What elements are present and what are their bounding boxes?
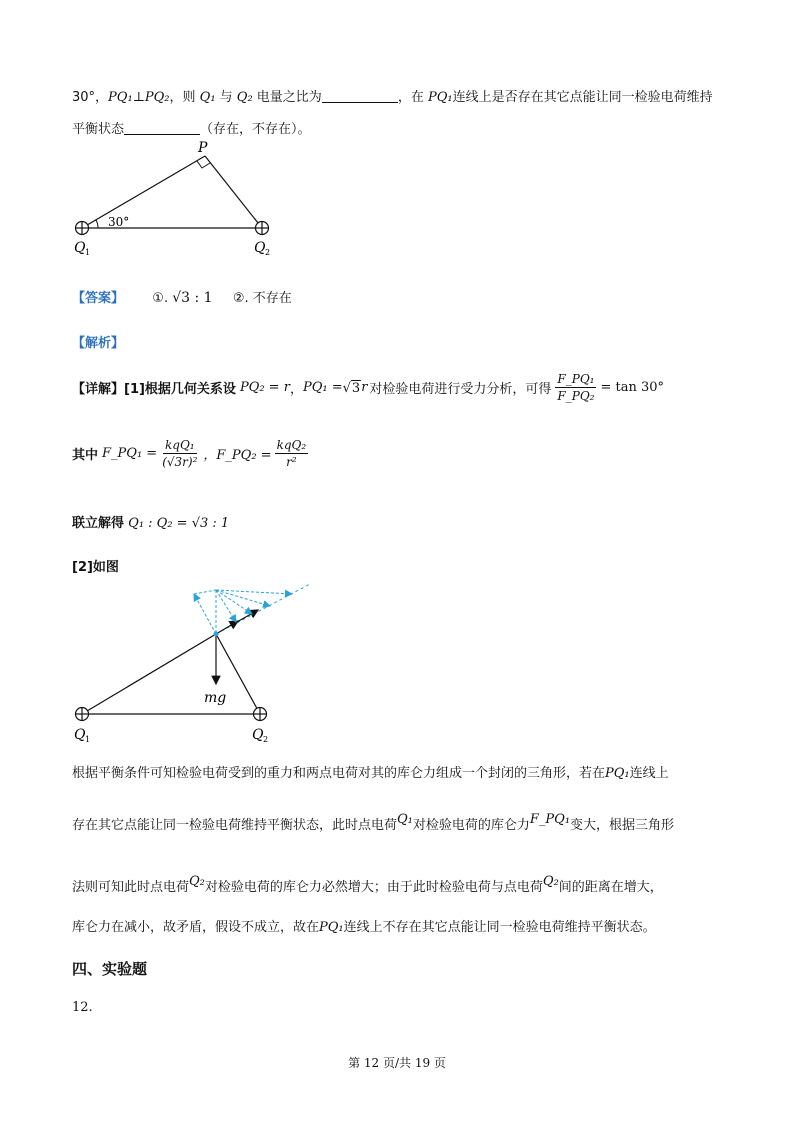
text-segment: 连线上是否存在其它点能让同一检验电荷维持 (452, 90, 713, 105)
f2-denominator: r² (286, 455, 297, 469)
symbol-q1: Q₁ (397, 812, 413, 827)
side-pq1 (82, 156, 205, 228)
test-charge-dot (214, 632, 219, 637)
symbol-q2: Q₂ (542, 874, 559, 889)
text-segment: 法则可知此时点电荷 (72, 880, 190, 895)
side-pq1 (82, 634, 216, 714)
text-segment: ，在 (397, 90, 428, 105)
analysis-tag: 【解析】 (72, 336, 125, 351)
force-ratio-fraction (555, 372, 596, 403)
symbol-q2: Q₂ (189, 874, 205, 889)
page-footer: 第 12 页/共 19 页 (348, 1056, 446, 1070)
answer-item-2: ②. 不存在 (232, 291, 292, 306)
eq-pq1-left: PQ₁ = (302, 380, 343, 395)
symbol-q2: Q₂ (236, 90, 253, 105)
solve-equation: Q₁ : Q₂ = √3 : 1 (128, 516, 230, 531)
answer-tag: 【答案】 (72, 291, 125, 306)
f1-numerator: kqQ₁ (164, 438, 195, 452)
label-mg: mg (204, 690, 227, 706)
section-title: 四、实验题 (72, 960, 148, 978)
symbol-pq1: PQ₁ (427, 90, 453, 105)
text-segment: 连线上 (629, 766, 669, 781)
f2-fraction (275, 438, 309, 469)
text-segment: 间的距离在增大， (558, 880, 663, 895)
detail-line-3 (72, 512, 229, 531)
part-2-label: [2]如图 (72, 560, 119, 575)
label-p: P (198, 140, 208, 156)
answer-item-1-prefix: ①. (152, 291, 169, 306)
force-arrow-2 (230, 610, 258, 626)
symbol-pq1: PQ₁ (319, 920, 344, 935)
detail-mid-text: 对检验电荷进行受力分析，可得 (369, 382, 552, 397)
answer-line (72, 287, 292, 306)
label-q2-sub: 2 (265, 248, 271, 257)
next-question-number: 12. (72, 1000, 93, 1015)
label-q1: Q (74, 240, 86, 256)
angle-arc (96, 220, 98, 228)
text-segment: 30°， (72, 90, 109, 105)
where-lead: 其中 (72, 448, 99, 463)
text-segment: 对检验电荷的库仑力必然增大；由于此时检验电荷与点电荷 (204, 880, 543, 895)
label-q1: Q (74, 727, 86, 743)
separator: ， (289, 382, 303, 397)
explanation-line-3 (72, 874, 663, 895)
text-segment: 平衡状态 (72, 122, 125, 137)
text-segment: （存在，不存在）。 (200, 122, 311, 137)
eq-pq1-var: r (361, 380, 368, 395)
text-segment: 对检验电荷的库仑力 (412, 818, 530, 833)
blue-vector-1 (194, 594, 216, 634)
text-segment: 库仑力在减小，故矛盾，假设不成立，故在 (72, 920, 320, 935)
label-q2-sub: 2 (263, 735, 269, 744)
text-segment: 变大，根据三角形 (570, 818, 675, 833)
extension-line (216, 584, 310, 634)
right-angle-mark (197, 161, 210, 168)
label-q2: Q (252, 727, 264, 743)
fraction-numerator: F_PQ₁ (557, 372, 595, 386)
answer-item-1-value: √3 : 1 (172, 290, 213, 306)
question-line-1 (72, 86, 713, 105)
text-segment: ，则 (169, 90, 200, 105)
symbol-q1: Q₁ (199, 90, 216, 105)
text-segment: 根据平衡条件可知检验电荷受到的重力和两点电荷对其的库仑力组成一个封闭的三角形，若在 (72, 766, 606, 781)
detail-lead: 【详解】[1]根据几何关系设 (72, 382, 236, 397)
f1-fraction (160, 438, 199, 469)
detail-line-1: 【详解】[1]根据几何关系设 PQ₂ = r ， PQ₁ = √3 r 对检验电荷进行受力分析，可得 $\frac{\text{F\_PQ₁}}{\text{F\_PQ₂}}$ = tan 30° (72, 372, 665, 403)
explanation-line-2 (72, 812, 674, 833)
figure-triangle (70, 140, 280, 260)
detail-line-2 (72, 438, 308, 469)
text-segment: 电量之比为 (252, 90, 322, 105)
f1-denominator: (√3r)² (162, 455, 198, 469)
f1-label: F_PQ₁ = (102, 446, 158, 461)
explanation-line-1 (72, 762, 669, 781)
eq-pq1-root: 3 (351, 380, 361, 396)
label-q1-sub: 1 (85, 735, 91, 744)
blue-vector-5 (216, 590, 252, 614)
answer-blank-1[interactable] (322, 90, 398, 103)
explanation-line-4 (72, 916, 656, 935)
f2-label: ，F_PQ₂ = (203, 448, 272, 463)
symbol-f-pq1: F_PQ₁ (529, 812, 571, 827)
text-segment: 连线上不存在其它点能让同一检验电荷维持平衡状态。 (343, 920, 656, 935)
answer-blank-2[interactable] (124, 122, 200, 135)
f2-numerator: kqQ₂ (276, 438, 307, 452)
symbol-pq1: PQ₁ (605, 766, 630, 781)
eq-pq2: PQ₂ = r (239, 380, 290, 395)
side-pq2 (205, 156, 262, 228)
blue-vector-2 (194, 590, 216, 594)
solve-lead: 联立解得 (72, 516, 125, 531)
label-q1-sub: 1 (85, 248, 91, 257)
figure-force-diagram (70, 578, 330, 750)
perp-expression: PQ₁⊥PQ₂ (108, 90, 170, 105)
question-line-2 (72, 118, 311, 137)
tan-expression: = tan 30° (600, 380, 665, 395)
label-angle: 30° (108, 215, 130, 229)
label-q2: Q (254, 240, 266, 256)
text-segment: 与 (215, 90, 237, 105)
fraction-denominator: F_PQ₂ (557, 389, 595, 403)
text-segment: 存在其它点能让同一检验电荷维持平衡状态，此时点电荷 (72, 818, 398, 833)
